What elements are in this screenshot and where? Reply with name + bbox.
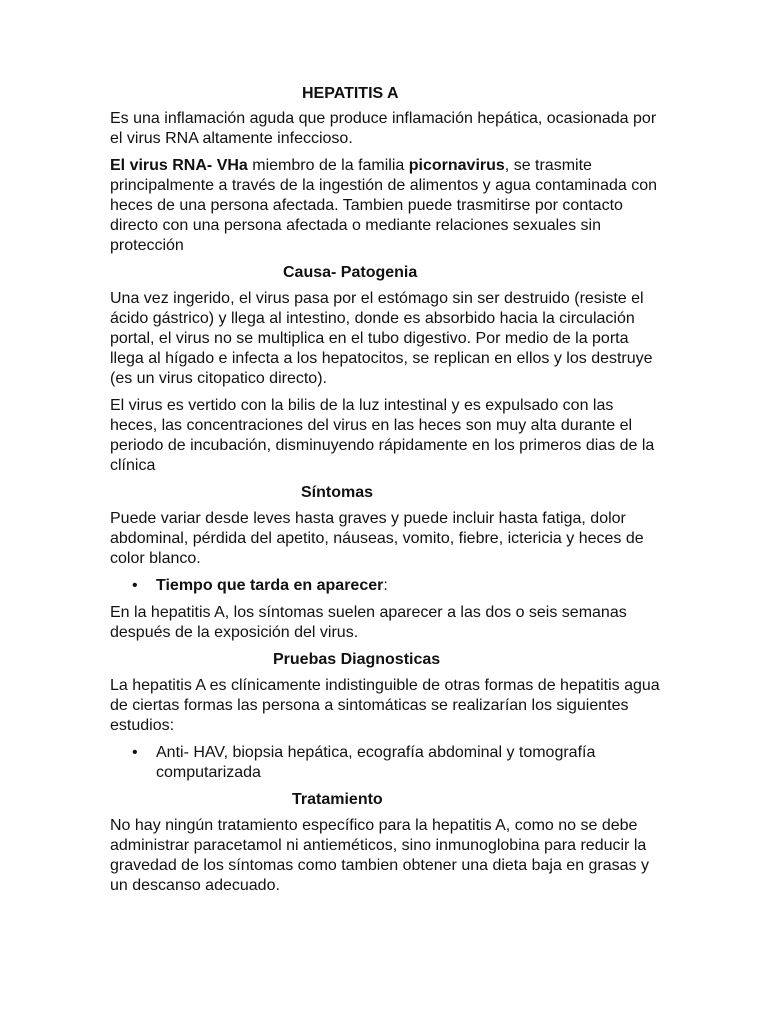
pruebas-bullet-item: [132, 743, 660, 783]
bullet-suffix: :: [383, 577, 388, 594]
virus-text-1: miembro de la familia: [247, 157, 409, 174]
bullet-icon: •: [132, 744, 138, 761]
intro-paragraph: Es una inflamación aguda que produce inflamación hepática, ocasionada por el virus RNA altamente infeccioso.: [110, 110, 657, 147]
bullet-bold-text: Tiempo que tarda en aparecer: [156, 577, 384, 594]
bullet-icon: •: [132, 577, 138, 594]
sintomas-bullet-list: [110, 576, 660, 596]
virus-paragraph: [110, 156, 660, 256]
sintomas-bullet-item: [132, 576, 660, 596]
tratamiento-heading: Tratamiento: [292, 791, 383, 808]
pruebas-bullet-list: [110, 743, 660, 783]
causa-paragraph-2: El virus es vertido con la bilis de la luz intestinal y es expulsado con las heces, las concentraciones del virus en las heces son muy alta durante el periodo de incubación, disminuyendo rápidamente en los primeros dias de la clínica: [110, 397, 655, 474]
sintomas-heading: Síntomas: [301, 484, 374, 501]
pruebas-bullet-text: Anti- HAV, biopsia hepática, ecografía abdominal y tomografía computarizada: [156, 744, 596, 781]
pruebas-heading: Pruebas Diagnosticas: [273, 651, 441, 668]
causa-heading: Causa- Patogenia: [283, 264, 418, 281]
tratamiento-paragraph: No hay ningún tratamiento específico para la hepatitis A, como no se debe administrar paracetamol ni antieméticos, sino inmunoglobina para reducir la gravedad de los síntomas como tambien obtener una dieta baja en grasas y un descanso adecuado.: [110, 817, 649, 894]
sintomas-paragraph-1: Puede variar desde leves hasta graves y puede incluir hasta fatiga, dolor abdominal, pérdida del apetito, náuseas, vomito, fiebre, ictericia y heces de color blanco.: [110, 510, 644, 567]
family-bold-term: picornavirus: [408, 157, 505, 174]
document-title: HEPATITIS A: [302, 85, 399, 102]
sintomas-paragraph-2: En la hepatitis A, los síntomas suelen aparecer a las dos o seis semanas después de la exposición del virus.: [110, 604, 627, 641]
pruebas-paragraph: La hepatitis A es clínicamente indistinguible de otras formas de hepatitis agua de ciertas formas las persona a sintomáticas se realizarían los siguientes estudios:: [110, 677, 660, 734]
causa-paragraph-1: Una vez ingerido, el virus pasa por el estómago sin ser destruido (resiste el ácido gástrico) y llega al intestino, donde es absorbido hacia la circulación portal, el virus no se multiplica en el tubo digestivo. Por medio de la porta llega al hígado e infecta a los hepatocitos, se replican en ellos y los destruye (es un virus citopatico directo).: [110, 290, 653, 387]
virus-text-2: , se trasmite principalmente a través de la ingestión de alimentos y agua contaminada con heces de una persona afectada. Tambien puede trasmitirse por contacto directo con una persona afectada o mediante relaciones sexuales sin protección: [110, 157, 657, 254]
virus-bold-term: El virus RNA- VHa: [110, 157, 248, 174]
